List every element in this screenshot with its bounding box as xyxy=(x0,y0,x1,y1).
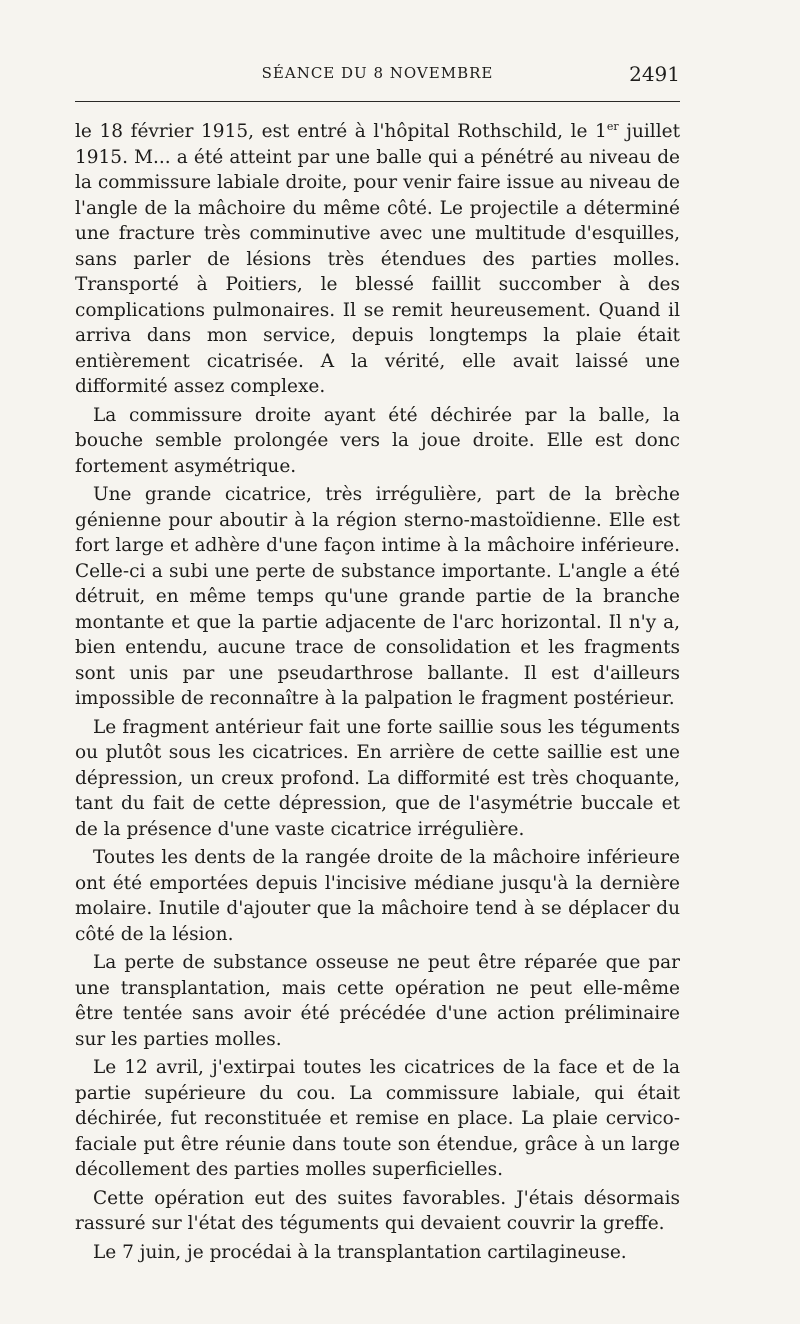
header-rule xyxy=(75,101,680,102)
page-number: 2491 xyxy=(629,62,680,86)
paragraph-2: La commissure droite ayant été déchirée par la balle, la bouche semble prolongée vers la joue droite. Elle est donc fortement asymétrique. xyxy=(75,404,680,477)
running-head: SÉANCE DU 8 NOVEMBRE xyxy=(261,64,494,82)
page-header xyxy=(75,62,680,90)
paragraph-1 xyxy=(75,119,680,400)
paragraph-9: Le 7 juin, je procédai à la transplantation cartilagineuse. xyxy=(93,1241,627,1263)
paragraph-6: La perte de substance osseuse ne peut être réparée que par une transplantation, mais cette opération ne peut elle-même être tentée sans avoir été précédée d'une action préliminaire sur les parties molles. xyxy=(75,952,680,1050)
superscript-er: er xyxy=(606,119,619,133)
paragraph-7: Le 12 avril, j'extirpai toutes les cicatrices de la face et de la partie supérieure du cou. La commissure labiale, qui était déchirée, fut reconstituée et remise en place. La plaie cervico-faciale put être réunie dans toute son étendue, grâce à un large décollement des parties molles superficielles. xyxy=(75,1057,680,1180)
paragraph-1-pre: le 18 février 1915, est entré à l'hôpital Rothschild, le 1 xyxy=(75,121,607,142)
paragraph-4: Le fragment antérieur fait une forte saillie sous les téguments ou plutôt sous les cicatrices. En arrière de cette saillie est une dépression, un creux profond. La difformité est très choquante, tant du fait de cette dépression, que de l'asymétrie buccale et de la présence d'une vaste cicatrice irrégulière. xyxy=(75,716,680,840)
paragraph-1-post: juillet 1915. M... a été atteint par une balle qui a pénétré au niveau de la commissure labiale droite, pour venir faire issue au niveau de l'angle de la mâchoire du même côté. Le projectile a déterminé une fracture très comminutive avec une multitude d'esquilles, sans parler de lésions très étendues des parties molles. Transporté à Poitiers, le blessé faillit succomber à des complications pulmonaires. Il se remit heureusement. Quand il arriva dans mon service, depuis longtemps la plaie était entièrement cicatrisée. A la vérité, elle avait laissé une difformité assez complexe. xyxy=(75,121,681,397)
paragraph-5: Toutes les dents de la rangée droite de la mâchoire inférieure ont été emportées depuis l'incisive médiane jusqu'à la dernière molaire. Inutile d'ajouter que la mâchoire tend à se déplacer du côté de la lésion. xyxy=(75,847,680,945)
paragraph-3: Une grande cicatrice, très irrégulière, part de la brèche génienne pour aboutir à la région sterno-mastoïdienne. Elle est fort large et adhère d'une façon intime à la mâchoire inférieure. Celle-ci a subi une perte de substance importante. L'angle a été détruit, en même temps qu'une grande partie de la branche montante et que la partie adjacente de l'arc horizontal. Il n'y a, bien entendu, aucune trace de consolidation et les fragments sont unis par une pseudarthrose ballante. Il est d'ailleurs impossible de reconnaître à la palpation le fragment postérieur. xyxy=(75,484,680,709)
paragraph-8: Cette opération eut des suites favorables. J'étais désormais rassuré sur l'état des téguments qui devaient couvrir la greffe. xyxy=(75,1187,680,1234)
body-text xyxy=(75,119,680,1265)
